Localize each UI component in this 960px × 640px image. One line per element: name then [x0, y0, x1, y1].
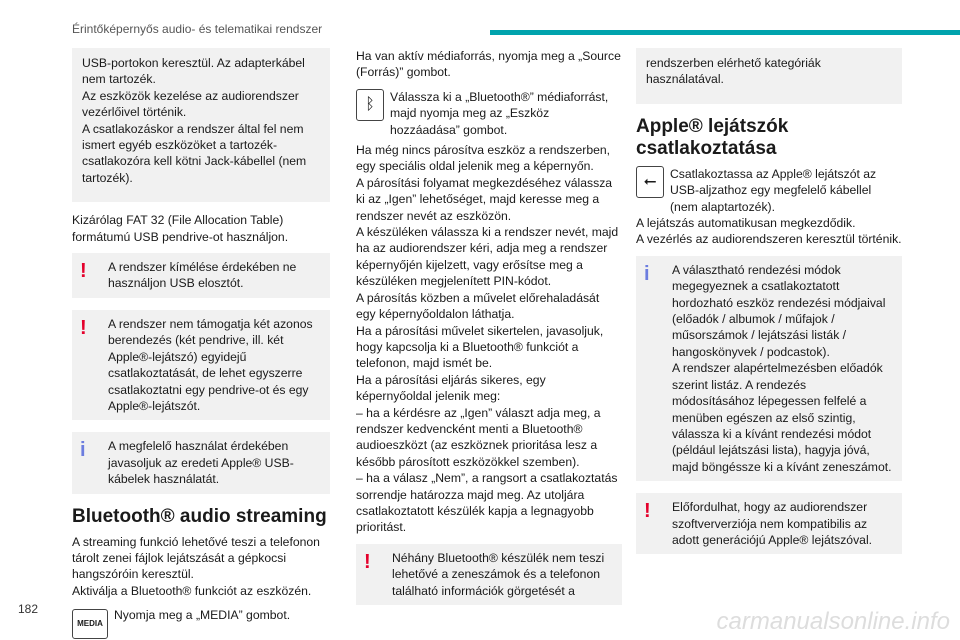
- column-2: [356, 48, 622, 617]
- usb-icon: ⭠: [636, 166, 664, 198]
- warning-note: ! Néhány Bluetooth® készülék nem teszi lehetővé a zeneszámok és a telefonon található információk görgetését a: [356, 544, 622, 605]
- box-text: USB-portokon keresztül. Az adapterkábel nem tartozék. Az eszközök kezelése az audiorendszer vezérlőivel történik. A csatlakozáskor a rendszer által fel nem ismert egyéb eszközöket a tartozék-csatlakozóra kell kötni Jack-kábellel (nem tartozék).: [82, 56, 307, 185]
- warning-icon: !: [364, 550, 371, 573]
- column-1: [72, 48, 330, 639]
- bluetooth-icon: ᛒ: [356, 89, 384, 121]
- paragraph: A lejátszás automatikusan megkezdődik. A vezérlés az audiorendszeren keresztül történik.: [636, 216, 902, 247]
- info-note: i A megfelelő használat érdekében javasoljuk az eredeti Apple® USB-kábelek használatát.: [72, 432, 330, 493]
- usb-text: Csatlakoztassa az Apple® lejátszót az USB-aljzathoz egy megfelelő kábellel (nem alaptartozék).: [670, 166, 877, 214]
- page-header-title: Érintőképernyős audio- és telematikai rendszer: [72, 22, 323, 36]
- warning-icon: !: [644, 500, 651, 523]
- header-accent-bar: [490, 30, 960, 35]
- media-text: Nyomja meg a „MEDIA” gombot.: [114, 608, 291, 623]
- bluetooth-text: Válassza ki a „Bluetooth®” médiaforrást, majd nyomja meg az „Eszköz hozzáadása” gombot.: [390, 89, 609, 137]
- warning-note: ! Előfordulhat, hogy az audiorendszer szoftververziója nem kompatibilis az adott generációjú Apple® lejátszóval.: [636, 493, 902, 554]
- continued-box: rendszerben elérhető kategóriák használatával.: [636, 48, 902, 104]
- paragraph: Ha van aktív médiaforrás, nyomja meg a „Source (Forrás)” gombot.: [356, 49, 621, 80]
- warning-icon: !: [80, 260, 87, 283]
- paragraph: A streaming funkció lehetővé teszi a telefonon tárolt zenei fájlok lejátszását a gépkocsi hangszóróin keresztül. Aktiválja a Bluetooth® funkciót az eszközén.: [72, 534, 320, 598]
- paragraph: Ha még nincs párosítva eszköz a rendszerben, egy speciális oldal jelenik meg a képernyőn. A párosítási folyamat megkezdéséhez válassza ki az „Igen” lehetőséget, majd keresse meg a rendszer nevét az eszközön. A készüléken válassza ki a rendszer nevét, majd ha az audiorendszer kéri, adja meg a rendszer képernyőjén kijelzett, vagy erősítse meg a készüléken megjelenített PIN-kódot. A párosítás közben a művelet előrehaladását egy képernyőoldalon láthatja. Ha a párosítási művelet sikertelen, javasoljuk, hogy kapcsolja ki a Bluetooth® funkciót a telefonon, majd ismét be. Ha a párosítási eljárás sikeres, egy képernyőoldal jelenik meg: – ha a kérdésre az „Igen” választ adja meg, a rendszer kedvencként menti a Bluetooth® audioeszközt (az eszköznek prioritása lesz a később párosított eszközökkel szemben). – ha a válasz „Nem”, a rangsort a csatlakoztatás sorrendje határozza majd meg. Az utoljára csatlakoztatott készülék kapja a legnagyobb prioritást.: [356, 143, 619, 535]
- fat-text: Kizárólag FAT 32 (File Allocation Table) formátumú USB pendrive-ot használjon.: [72, 213, 289, 244]
- section-heading: Apple® lejátszók csatlakoztatása: [636, 115, 789, 159]
- column-3: [636, 48, 902, 566]
- warning-note: ! A rendszer nem támogatja két azonos berendezés (két pendrive, ill. két Apple®-lejátszó) egyidejű csatlakoztatását, de lehet egyszerre csatlakoztatni egy pendrive-ot és egy Apple®-lejátszót.: [72, 310, 330, 420]
- watermark: carmanualsonline.info: [716, 608, 950, 635]
- media-button-icon: MEDIA: [72, 609, 108, 639]
- info-icon: i: [644, 262, 650, 285]
- info-icon: i: [80, 439, 86, 462]
- warning-note: ! A rendszer kímélése érdekében ne használjon USB elosztót.: [72, 253, 330, 298]
- page-number: 182: [18, 602, 39, 616]
- section-heading: Bluetooth® audio streaming: [72, 505, 327, 527]
- info-note: i A választható rendezési módok megegyeznek a csatlakoztatott hordozható eszköz rendezési módjaival (előadók / albumok / műfajok / műsorszámok / lejátszási listák / hangoskönyvek / podcastok). A rendszer alapértelmezésben előadók szerint listáz. A rendezés módosításához lépegessen felfelé a menüben egészen az első szintig, válassza ki a kívánt rendezési módot (például lejátszási lista), hagyja jóvá, majd böngéssze ki a kívánt zeneszámot.: [636, 256, 902, 481]
- continued-box: [72, 48, 330, 202]
- warning-icon: !: [80, 316, 87, 339]
